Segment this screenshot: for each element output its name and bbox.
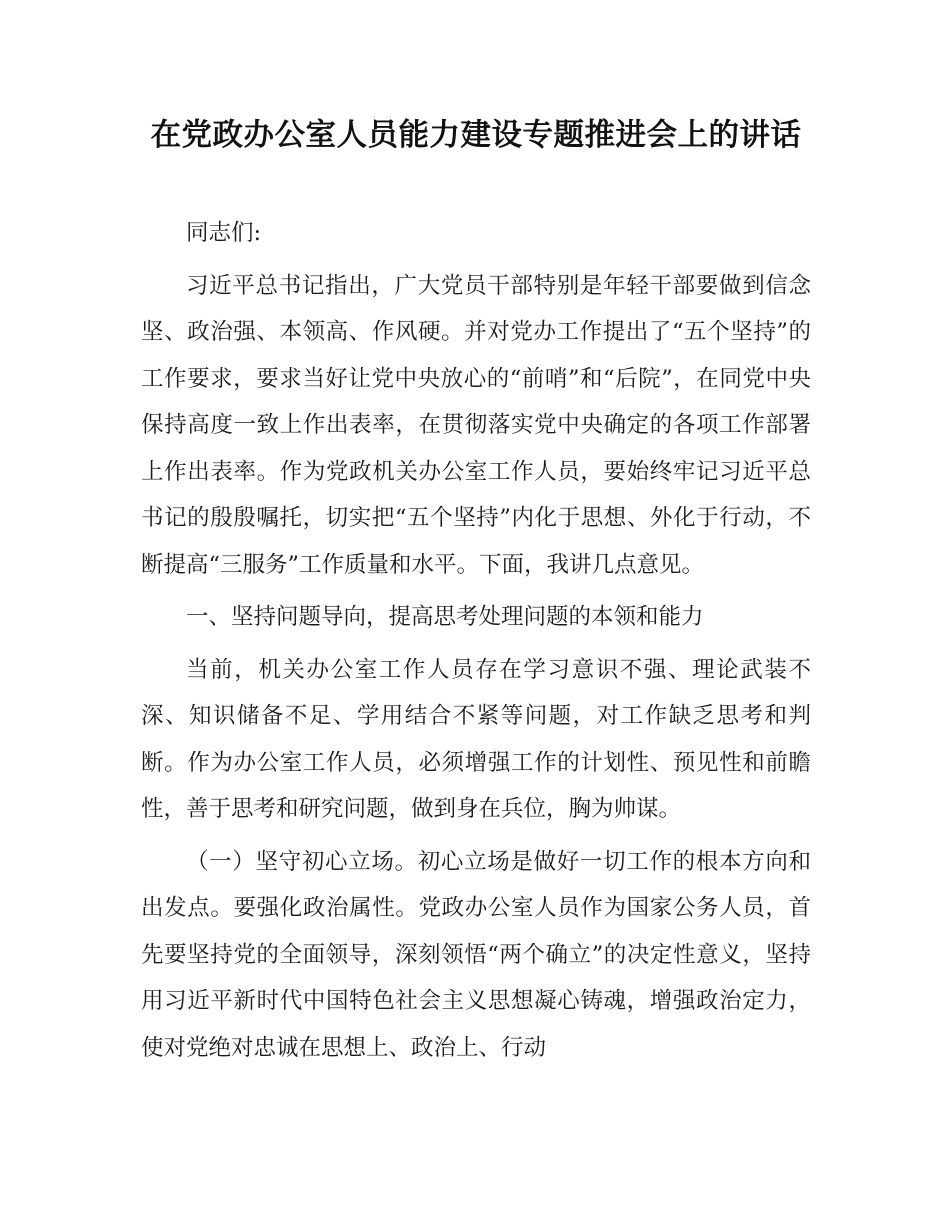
salutation: 同志们: [186,220,262,246]
section-heading-1: 一、坚持问题导向，提高思考处理问题的本领和能力 [186,604,704,630]
paragraph-section-1: 当前，机关办公室工作人员存在学习意识不强、理论武装不深、知识储备不足、学用结合不紧等问题，对工作缺乏思考和判断。作为办公室工作人员，必须增强工作的计划性、预见性和前瞻性，善于思考和研究问题，做到身在兵位，胸为帅谋。 [141,656,811,822]
document-body [141,210,811,1071]
paragraph-subsection-1: （一）坚守初心立场。初心立场是做好一切工作的根本方向和出发点。要强化政治属性。党政办公室人员作为国家公务人员，首先要坚持党的全面领导，深刻领悟“两个确立”的决定性意义，坚持用习近平新时代中国特色社会主义思想凝心铸魂，增强政治定力，使对党绝对忠诚在思想上、政治上、行动 [141,848,811,1061]
document-title: 在党政办公室人员能力建设专题推进会上的讲话 [150,118,802,153]
paragraph-intro: 习近平总书记指出，广大党员干部特别是年轻干部要做到信念坚、政治强、本领高、作风硬。并对党办工作提出了“五个坚持”的工作要求，要求当好让党中央放心的“前哨”和“后院”，在同党中央保持高度一致上作出表率，在贯彻落实党中央确定的各项工作部署上作出表率。作为党政机关办公室工作人员，要始终牢记习近平总书记的殷殷嘱托，切实把“五个坚持”内化于思想、外化于行动，不断提高“三服务”工作质量和水平。下面，我讲几点意见。 [141,272,811,578]
